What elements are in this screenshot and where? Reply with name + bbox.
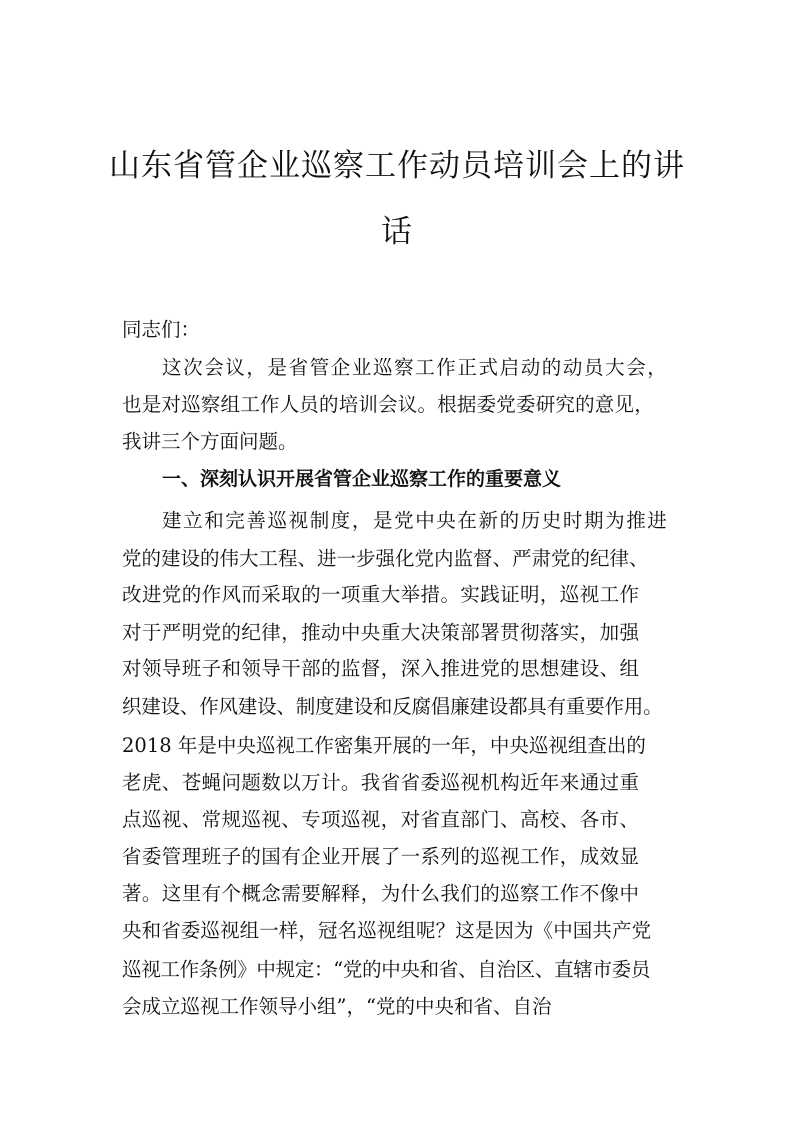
section-heading: 一、深刻认识开展省管企业巡察工作的重要意义	[162, 468, 562, 490]
body-line: 对于严明党的纪律，推动中央重大决策部署贯彻落实，加强	[122, 621, 640, 644]
body-line: 我讲三个方面问题。	[122, 430, 298, 453]
body-line: 2018 年是中央巡视工作密集开展的一年，中央巡视组查出的	[122, 734, 646, 757]
body-line: 织建设、作风建设、制度建设和反腐倡廉建设都具有重要作用。	[122, 695, 663, 718]
body-line: 省委管理班子的国有企业开展了一系列的巡视工作，成效显	[122, 845, 640, 868]
salutation: 同志们：	[122, 318, 201, 341]
body-line: 会成立巡视工作领导小组”，“党的中央和省、自治	[122, 995, 552, 1018]
body-line: 也是对巡察组工作人员的培训会议。根据委党委研究的意见，	[122, 393, 654, 416]
body-line: 党的建设的伟大工程、进一步强化党内监督、严肃党的纪律、	[122, 547, 649, 570]
body-line: 央和省委巡视组一样，冠名巡视组呢？这是因为《中国共产党	[122, 919, 652, 942]
body-line: 这次会议，是省管企业巡察工作正式启动的动员大会，	[162, 356, 669, 379]
body-line: 著。这里有个概念需要解释，为什么我们的巡察工作不像中	[122, 882, 640, 905]
body-line: 巡视工作条例》中规定：“党的中央和省、自治区、直辖市委员	[122, 958, 651, 981]
body-line: 对领导班子和领导干部的监督，深入推进党的思想建设、组	[122, 657, 640, 680]
body-line: 老虎、苍蝇问题数以万计。我省省委巡视机构近年来通过重	[122, 771, 640, 794]
body-line: 改进党的作风而采取的一项重大举措。实践证明，巡视工作	[122, 583, 640, 606]
body-line: 建立和完善巡视制度，是党中央在新的历史时期为推进	[162, 509, 669, 532]
body-line: 点巡视、常规巡视、专项巡视，对省直部门、高校、各市、	[122, 808, 640, 831]
document-title-line-2: 话	[381, 214, 413, 250]
document-title-line-1: 山东省管企业巡察工作动员培训会上的讲	[109, 148, 685, 184]
